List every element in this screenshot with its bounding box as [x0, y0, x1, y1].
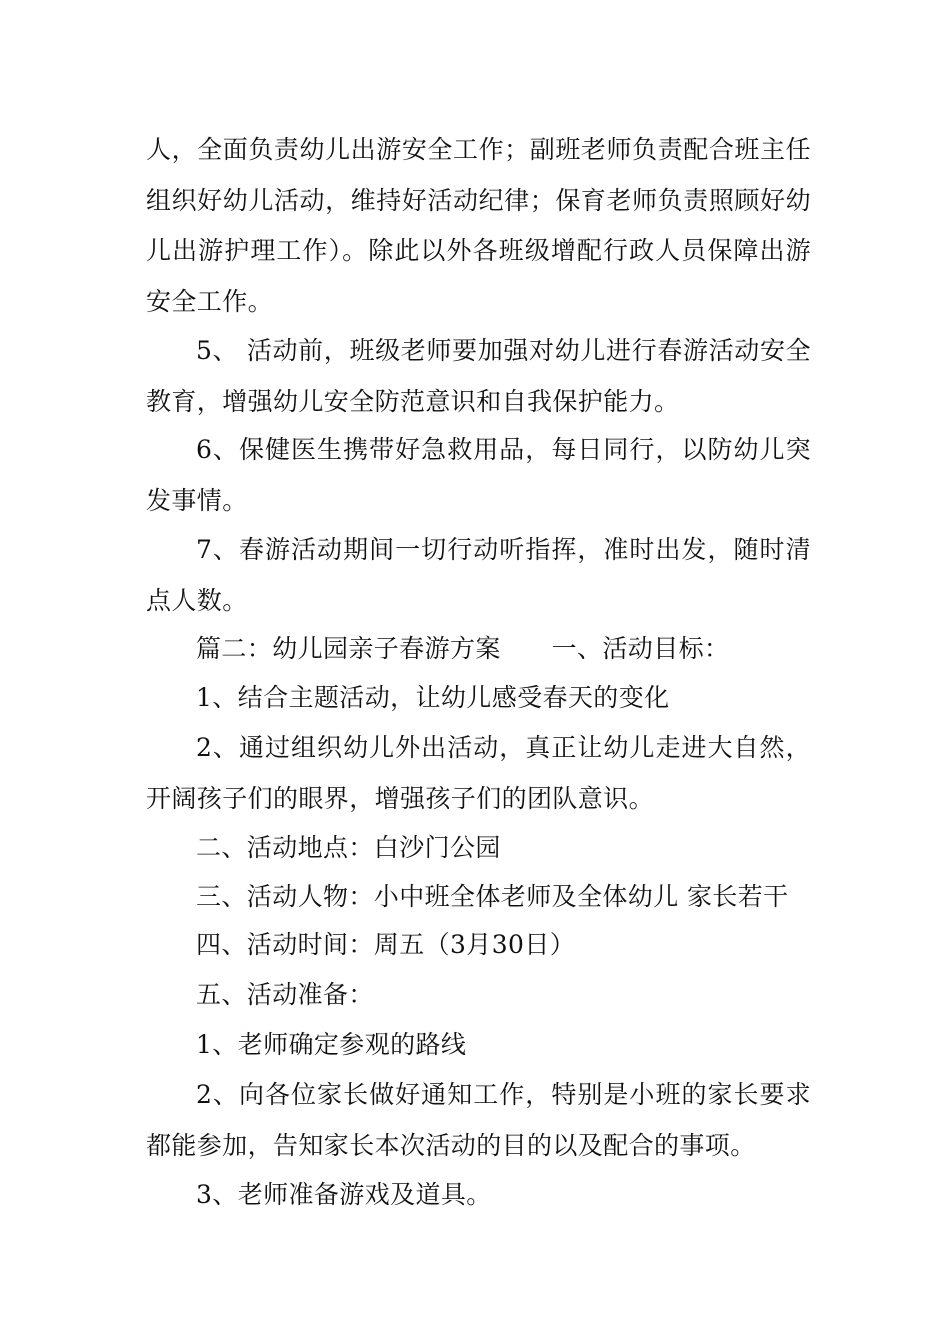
paragraph-goal-1: 1、结合主题活动，让幼儿感受春天的变化	[196, 683, 670, 712]
paragraph-prep-3: 3、老师准备游戏及道具。	[196, 1180, 492, 1209]
paragraph-item-7: 7、春游活动期间一切行动听指挥，准时出发，随时清点人数。	[146, 535, 811, 615]
paragraph-time: 四、活动时间：周五（3月30日）	[196, 930, 576, 959]
paragraph-location: 二、活动地点：白沙门公园	[196, 833, 501, 862]
paragraph-preparation-heading: 五、活动准备：	[196, 980, 374, 1009]
paragraph-item-6: 6、保健医生携带好急救用品，每日同行，以防幼儿突发事情。	[146, 435, 811, 515]
paragraph-participants: 三、活动人物：小中班全体老师及全体幼儿 家长若干	[196, 882, 789, 911]
paragraph-goal-2: 2、通过组织幼儿外出活动，真正让幼儿走进大自然，开阔孩子们的眼界，增强孩子们的团队意识。	[146, 733, 811, 813]
paragraph-prep-2: 2、向各位家长做好通知工作，特别是小班的家长要求都能参加，告知家长本次活动的目的以及配合的事项。	[146, 1080, 811, 1160]
section-heading-part-two: 篇二：幼儿园亲子春游方案 一、活动目标：	[196, 634, 730, 663]
paragraph-prep-1: 1、老师确定参观的路线	[196, 1030, 467, 1059]
paragraph-safety-duties: 人，全面负责幼儿出游安全工作；副班老师负责配合班主任组织好幼儿活动，维持好活动纪律；保育老师负责照顾好幼儿出游护理工作）。除此以外各班级增配行政人员保障出游安全工作。	[146, 135, 811, 316]
paragraph-item-5: 5、 活动前，班级老师要加强对幼儿进行春游活动安全教育，增强幼儿安全防范意识和自我保护能力。	[146, 336, 811, 416]
